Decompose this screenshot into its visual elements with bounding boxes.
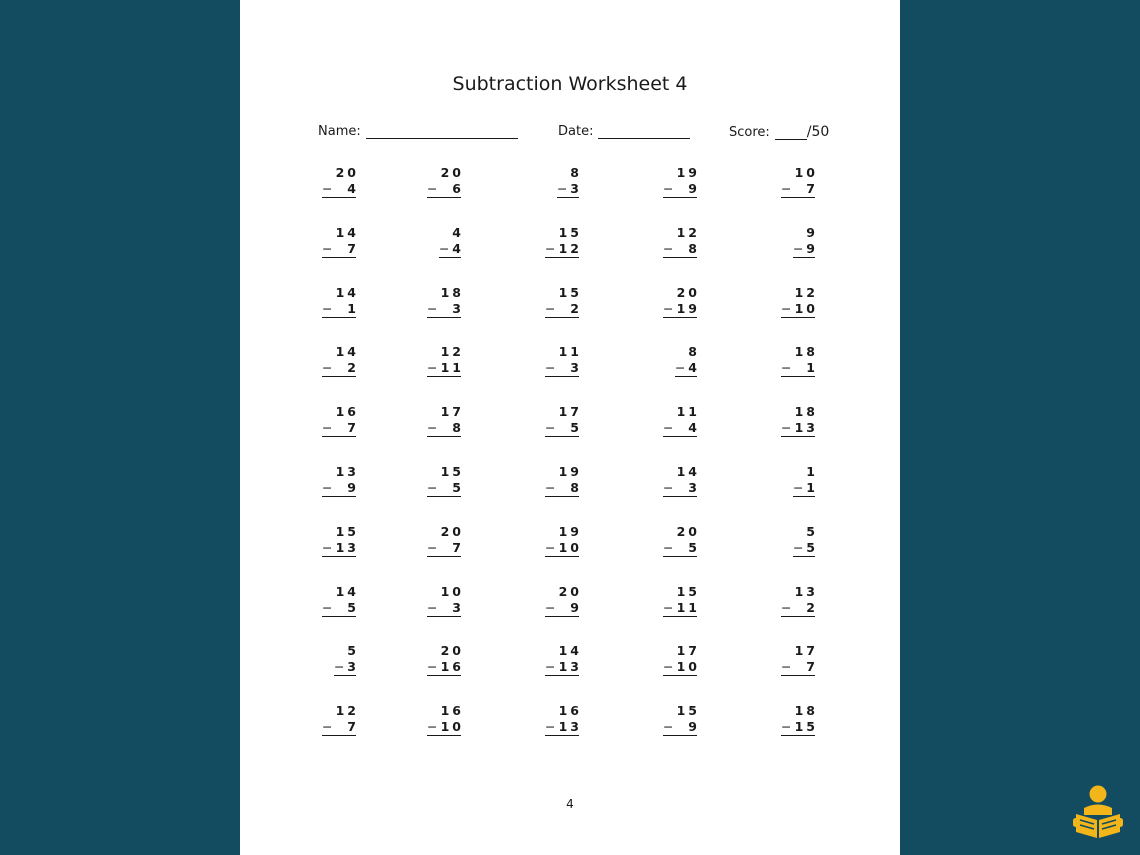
minuend: 12 bbox=[794, 284, 818, 300]
minuend: 18 bbox=[440, 284, 464, 300]
subtrahend: 5 bbox=[570, 420, 582, 436]
minuend: 12 bbox=[335, 703, 359, 719]
subtrahend: 2 bbox=[570, 300, 582, 316]
subtrahend: 7 bbox=[806, 181, 818, 196]
subtrahend: 2 bbox=[806, 599, 818, 615]
minus-sign: − bbox=[793, 480, 804, 495]
minus-sign: − bbox=[663, 240, 674, 256]
subtrahend-row bbox=[545, 420, 582, 437]
subtrahend: 6 bbox=[452, 181, 464, 196]
subtrahend: 3 bbox=[452, 300, 464, 316]
subtrahend-row bbox=[663, 181, 700, 198]
subtraction-problem bbox=[781, 703, 818, 736]
subtrahend-row bbox=[663, 659, 700, 676]
minus-sign: − bbox=[663, 300, 674, 316]
subtraction-problem bbox=[781, 165, 818, 198]
minus-sign: − bbox=[663, 599, 674, 615]
minuend: 17 bbox=[794, 643, 818, 659]
subtrahend-row bbox=[781, 360, 818, 377]
name-label: Name: bbox=[318, 124, 361, 139]
subtraction-problem bbox=[427, 523, 464, 557]
subtrahend: 3 bbox=[570, 181, 582, 196]
subtrahend-row bbox=[427, 300, 464, 318]
subtrahend: 9 bbox=[688, 719, 700, 735]
minuend: 14 bbox=[335, 224, 359, 240]
minus-sign: − bbox=[322, 420, 333, 436]
minus-sign: − bbox=[663, 719, 674, 735]
subtrahend-row bbox=[675, 360, 700, 377]
subtraction-problem bbox=[663, 583, 700, 617]
subtrahend-row bbox=[322, 539, 359, 557]
minuend: 8 bbox=[688, 344, 700, 360]
minus-sign: − bbox=[663, 480, 674, 495]
minus-sign: − bbox=[663, 420, 674, 436]
subtrahend-row bbox=[663, 300, 700, 318]
subtraction-problem bbox=[427, 464, 464, 497]
subtrahend-row bbox=[334, 659, 359, 676]
score-blank-line bbox=[775, 125, 807, 140]
subtrahend: 13 bbox=[558, 719, 582, 735]
minuend: 16 bbox=[558, 703, 582, 719]
subtrahend-row bbox=[439, 240, 464, 258]
minuend: 15 bbox=[558, 224, 582, 240]
score-label: Score: bbox=[729, 125, 770, 140]
subtraction-problem bbox=[545, 583, 582, 617]
subtrahend-row bbox=[427, 181, 464, 198]
minus-sign: − bbox=[545, 360, 556, 376]
minuend: 4 bbox=[452, 224, 464, 240]
subtraction-problem bbox=[793, 224, 818, 258]
minus-sign: − bbox=[793, 240, 804, 256]
subtraction-problem bbox=[663, 165, 700, 198]
subtrahend-row bbox=[781, 181, 818, 198]
subtrahend: 3 bbox=[570, 360, 582, 376]
subtrahend-row bbox=[663, 539, 700, 557]
subtrahend-row bbox=[545, 300, 582, 318]
minus-sign: − bbox=[781, 719, 792, 735]
minuend: 14 bbox=[335, 583, 359, 599]
subtraction-problem bbox=[322, 464, 359, 497]
minus-sign: − bbox=[427, 599, 438, 615]
subtraction-problem bbox=[322, 703, 359, 736]
subtraction-problem bbox=[322, 284, 359, 318]
minus-sign: − bbox=[781, 599, 792, 615]
subtraction-problem bbox=[793, 464, 818, 497]
subtrahend: 9 bbox=[688, 181, 700, 196]
subtraction-problem bbox=[793, 523, 818, 557]
subtrahend-row bbox=[545, 719, 582, 736]
minus-sign: − bbox=[427, 539, 438, 555]
subtraction-problem bbox=[545, 523, 582, 557]
date-label: Date: bbox=[558, 124, 594, 139]
subtrahend: 16 bbox=[440, 659, 464, 675]
subtraction-problem bbox=[322, 523, 359, 557]
subtrahend-row bbox=[663, 240, 700, 258]
minus-sign: − bbox=[545, 599, 556, 615]
minus-sign: − bbox=[322, 360, 333, 376]
subtrahend-row bbox=[545, 360, 582, 377]
page-number: 4 bbox=[566, 797, 574, 811]
subtraction-problem bbox=[322, 165, 359, 198]
name-blank-line bbox=[366, 124, 518, 139]
minuend: 15 bbox=[440, 464, 464, 479]
subtrahend: 7 bbox=[347, 420, 359, 436]
minuend: 18 bbox=[794, 404, 818, 420]
subtrahend-row bbox=[322, 599, 359, 617]
minuend: 19 bbox=[558, 523, 582, 539]
minuend: 14 bbox=[335, 284, 359, 300]
subtraction-problem bbox=[427, 583, 464, 617]
minuend: 14 bbox=[558, 643, 582, 659]
subtrahend-row bbox=[663, 719, 700, 736]
subtrahend-row bbox=[545, 599, 582, 617]
minus-sign: − bbox=[334, 659, 345, 675]
subtraction-problem bbox=[439, 224, 464, 258]
subtrahend: 1 bbox=[806, 360, 818, 376]
subtrahend: 5 bbox=[347, 599, 359, 615]
subtraction-problem bbox=[545, 404, 582, 437]
subtrahend: 13 bbox=[794, 420, 818, 436]
minuend: 20 bbox=[558, 583, 582, 599]
subtraction-problem bbox=[663, 224, 700, 258]
subtrahend-row bbox=[545, 240, 582, 258]
subtrahend-row bbox=[427, 480, 464, 497]
subtraction-problem bbox=[322, 404, 359, 437]
subtraction-problem bbox=[663, 404, 700, 437]
minuend: 18 bbox=[794, 344, 818, 360]
minus-sign: − bbox=[557, 181, 568, 196]
subtrahend: 11 bbox=[440, 360, 464, 376]
minus-sign: − bbox=[545, 480, 556, 495]
subtrahend: 1 bbox=[806, 480, 818, 495]
minuend: 16 bbox=[335, 404, 359, 420]
subtrahend-row bbox=[557, 181, 582, 198]
subtrahend-row bbox=[427, 659, 464, 676]
minus-sign: − bbox=[545, 420, 556, 436]
minus-sign: − bbox=[545, 659, 556, 675]
minus-sign: − bbox=[545, 240, 556, 256]
subtrahend: 5 bbox=[806, 539, 818, 555]
minuend: 19 bbox=[676, 165, 700, 180]
minus-sign: − bbox=[793, 539, 804, 555]
subtraction-problem bbox=[427, 703, 464, 736]
subtrahend-row bbox=[322, 240, 359, 258]
minus-sign: − bbox=[322, 181, 333, 196]
subtrahend-row bbox=[322, 420, 359, 437]
reader-with-book-icon bbox=[1072, 784, 1124, 840]
minuend: 13 bbox=[335, 464, 359, 479]
subtraction-problem bbox=[663, 523, 700, 557]
minus-sign: − bbox=[663, 181, 674, 196]
subtrahend: 7 bbox=[347, 719, 359, 735]
subtrahend-row bbox=[793, 240, 818, 258]
name-field bbox=[318, 124, 518, 139]
subtrahend: 10 bbox=[794, 300, 818, 316]
subtrahend: 9 bbox=[570, 599, 582, 615]
minuend: 13 bbox=[794, 583, 818, 599]
minus-sign: − bbox=[439, 240, 450, 256]
subtrahend: 7 bbox=[452, 539, 464, 555]
subtrahend: 8 bbox=[688, 240, 700, 256]
subtrahend: 12 bbox=[558, 240, 582, 256]
subtrahend: 5 bbox=[452, 480, 464, 495]
subtrahend-row bbox=[322, 719, 359, 736]
subtrahend: 8 bbox=[570, 480, 582, 495]
minus-sign: − bbox=[663, 659, 674, 675]
minuend: 17 bbox=[440, 404, 464, 420]
minus-sign: − bbox=[322, 719, 333, 735]
minus-sign: − bbox=[781, 659, 792, 675]
subtrahend-row bbox=[322, 360, 359, 377]
subtrahend: 19 bbox=[676, 300, 700, 316]
minuend: 10 bbox=[794, 165, 818, 180]
subtrahend: 7 bbox=[347, 240, 359, 256]
subtrahend-row bbox=[322, 480, 359, 497]
subtraction-problem bbox=[781, 404, 818, 437]
subtrahend: 13 bbox=[335, 539, 359, 555]
subtraction-problem bbox=[663, 643, 700, 676]
minuend: 9 bbox=[806, 224, 818, 240]
minus-sign: − bbox=[322, 300, 333, 316]
minus-sign: − bbox=[427, 420, 438, 436]
subtraction-problem bbox=[545, 643, 582, 676]
subtrahend-row bbox=[793, 480, 818, 497]
date-blank-line bbox=[598, 124, 690, 139]
subtraction-problem bbox=[545, 284, 582, 318]
minuend: 20 bbox=[440, 523, 464, 539]
subtraction-problem bbox=[557, 165, 582, 198]
score-total: /50 bbox=[806, 124, 830, 140]
subtrahend: 5 bbox=[688, 539, 700, 555]
minus-sign: − bbox=[545, 300, 556, 316]
subtrahend-row bbox=[545, 659, 582, 676]
minuend: 16 bbox=[440, 703, 464, 719]
minus-sign: − bbox=[663, 539, 674, 555]
minuend: 20 bbox=[440, 643, 464, 659]
minus-sign: − bbox=[781, 420, 792, 436]
subtraction-problem bbox=[663, 464, 700, 497]
minuend: 11 bbox=[676, 404, 700, 420]
minus-sign: − bbox=[427, 300, 438, 316]
subtrahend: 10 bbox=[676, 659, 700, 675]
minus-sign: − bbox=[545, 539, 556, 555]
worksheet-title: Subtraction Worksheet 4 bbox=[452, 73, 688, 95]
subtrahend-row bbox=[781, 659, 818, 676]
subtrahend: 4 bbox=[452, 240, 464, 256]
subtrahend: 15 bbox=[794, 719, 818, 735]
subtraction-problem bbox=[781, 284, 818, 318]
subtraction-problem bbox=[781, 344, 818, 377]
subtraction-problem bbox=[545, 224, 582, 258]
subtrahend-row bbox=[781, 300, 818, 318]
subtraction-problem bbox=[663, 284, 700, 318]
minuend: 5 bbox=[806, 523, 818, 539]
minus-sign: − bbox=[427, 719, 438, 735]
subtrahend-row bbox=[663, 420, 700, 437]
subtraction-problem bbox=[334, 643, 359, 676]
minuend: 20 bbox=[676, 523, 700, 539]
subtrahend-row bbox=[545, 539, 582, 557]
subtrahend-row bbox=[322, 181, 359, 198]
minus-sign: − bbox=[322, 539, 333, 555]
subtrahend: 13 bbox=[558, 659, 582, 675]
minuend: 8 bbox=[570, 165, 582, 180]
subtrahend: 9 bbox=[347, 480, 359, 495]
minuend: 20 bbox=[440, 165, 464, 180]
minus-sign: − bbox=[427, 480, 438, 495]
minus-sign: − bbox=[675, 360, 686, 376]
minuend: 11 bbox=[558, 344, 582, 360]
subtrahend: 10 bbox=[440, 719, 464, 735]
subtrahend-row bbox=[427, 420, 464, 437]
subtrahend-row bbox=[781, 599, 818, 617]
subtrahend-row bbox=[545, 480, 582, 497]
subtraction-problem bbox=[427, 404, 464, 437]
subtraction-problem bbox=[427, 643, 464, 676]
minus-sign: − bbox=[781, 300, 792, 316]
minus-sign: − bbox=[427, 659, 438, 675]
subtraction-problem bbox=[322, 583, 359, 617]
subtrahend: 11 bbox=[676, 599, 700, 615]
minuend: 1 bbox=[806, 464, 818, 479]
subtrahend: 4 bbox=[688, 420, 700, 436]
subtrahend-row bbox=[427, 599, 464, 617]
subtrahend: 10 bbox=[558, 539, 582, 555]
subtraction-problem bbox=[663, 703, 700, 736]
subtrahend-row bbox=[427, 719, 464, 736]
subtraction-problem bbox=[545, 344, 582, 377]
minuend: 20 bbox=[335, 165, 359, 180]
minuend: 18 bbox=[794, 703, 818, 719]
minuend: 15 bbox=[558, 284, 582, 300]
subtraction-problem bbox=[675, 344, 700, 377]
minuend: 5 bbox=[347, 643, 359, 659]
subtrahend: 3 bbox=[347, 659, 359, 675]
subtrahend-row bbox=[663, 599, 700, 617]
date-field bbox=[558, 124, 690, 139]
subtraction-problem bbox=[322, 224, 359, 258]
minuend: 14 bbox=[335, 344, 359, 360]
subtrahend: 4 bbox=[347, 181, 359, 196]
subtraction-problem bbox=[427, 284, 464, 318]
subtrahend: 8 bbox=[452, 420, 464, 436]
minus-sign: − bbox=[427, 360, 438, 376]
minuend: 12 bbox=[676, 224, 700, 240]
subtraction-problem bbox=[781, 583, 818, 617]
minus-sign: − bbox=[322, 599, 333, 615]
minuend: 15 bbox=[676, 703, 700, 719]
minuend: 12 bbox=[440, 344, 464, 360]
subtrahend: 4 bbox=[688, 360, 700, 376]
minuend: 20 bbox=[676, 284, 700, 300]
minuend: 19 bbox=[558, 464, 582, 479]
minuend: 14 bbox=[676, 464, 700, 479]
minuend: 15 bbox=[676, 583, 700, 599]
subtraction-problem bbox=[427, 344, 464, 377]
subtraction-problem bbox=[427, 165, 464, 198]
subtraction-problem bbox=[545, 464, 582, 497]
subtrahend-row bbox=[663, 480, 700, 497]
subtrahend-row bbox=[427, 539, 464, 557]
minus-sign: − bbox=[781, 360, 792, 376]
subtrahend: 7 bbox=[806, 659, 818, 675]
minuend: 10 bbox=[440, 583, 464, 599]
subtrahend-row bbox=[322, 300, 359, 318]
subtraction-problem bbox=[322, 344, 359, 377]
subtraction-problem bbox=[781, 643, 818, 676]
subtrahend: 2 bbox=[347, 360, 359, 376]
subtrahend-row bbox=[793, 539, 818, 557]
minus-sign: − bbox=[545, 719, 556, 735]
minus-sign: − bbox=[427, 181, 438, 196]
minuend: 17 bbox=[676, 643, 700, 659]
minus-sign: − bbox=[322, 240, 333, 256]
minus-sign: − bbox=[322, 480, 333, 495]
subtrahend: 9 bbox=[806, 240, 818, 256]
subtrahend: 3 bbox=[688, 480, 700, 495]
subtrahend-row bbox=[781, 719, 818, 736]
subtraction-problem bbox=[545, 703, 582, 736]
subtrahend: 1 bbox=[347, 300, 359, 316]
minuend: 15 bbox=[335, 523, 359, 539]
subtrahend-row bbox=[781, 420, 818, 437]
minuend: 17 bbox=[558, 404, 582, 420]
worksheet-page bbox=[240, 0, 900, 855]
subtrahend: 3 bbox=[452, 599, 464, 615]
score-field bbox=[729, 124, 829, 140]
subtrahend-row bbox=[427, 360, 464, 377]
minus-sign: − bbox=[781, 181, 792, 196]
